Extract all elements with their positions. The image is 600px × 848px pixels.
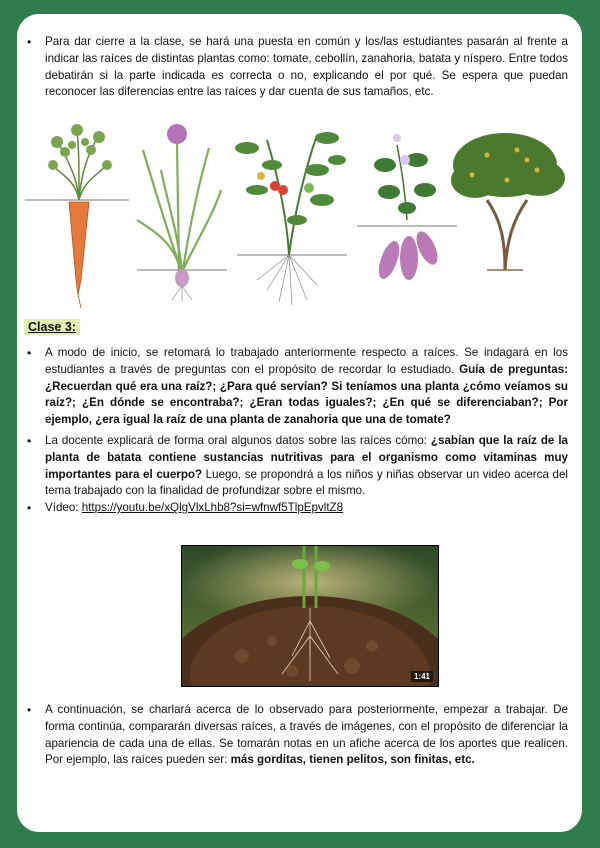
clase-3-list xyxy=(17,345,582,517)
chive-plant-illustration xyxy=(137,124,227,302)
bold-examples: más gorditas, tienen pelitos, son finitas, etc. xyxy=(230,753,475,767)
plant-illustrations xyxy=(17,120,582,308)
intro-list xyxy=(17,34,582,101)
document-page xyxy=(17,14,582,832)
item-text: La docente explicará de forma oral algunos datos sobre las raíces cómo: xyxy=(45,433,431,447)
carrot-plant-illustration xyxy=(25,124,129,308)
list-item xyxy=(17,500,568,517)
video-thumbnail[interactable] xyxy=(181,545,439,687)
list-item xyxy=(17,702,568,769)
video-frame-image xyxy=(182,546,438,686)
item-text: A continuación, se charlará acerca de lo observado para posteriormente, empezar a trabajar. De forma continúa, compararán diversas raíces, a través de imágenes, con el propósito de diferenciar la apariencia de cada una de ellas. Se tomarán notas en un afiche acerca de los aportes que realicen. Por ejemplo, las raíces pueden ser: xyxy=(45,703,568,767)
list-item xyxy=(17,433,568,500)
bold-question: ¿sabían que la raíz de la planta de batata contiene sustancias nutritivas para el organismo como vitaminas muy importantes para el cuerpo? xyxy=(45,433,569,481)
list-item xyxy=(17,345,568,429)
tomato-plant-illustration xyxy=(235,132,347,305)
video-link[interactable]: https://youtu.be/xQlgVlxLhb8?si=wfnwf5TlpEpvltZ8 xyxy=(81,501,344,515)
video-label: Vídeo: xyxy=(45,501,82,515)
questions-guide: Guía de preguntas: ¿Recuerdan qué era una raíz?; ¿Para qué servían? Si teníamos una planta ¿cómo veíamos su raíz?; ¿En dónde se encontraba?; ¿Eran todas iguales?; ¿En qué se diferenciaban?; Por ejemplo, ¿era igual la raíz de una planta de zanahoria que una de tomate? xyxy=(45,362,568,427)
item-text-after: Luego, se propondrá a los niños y niñas observar un video acerca del tema trabajado con la finalidad de profundizar sobre el mismo. xyxy=(45,467,568,498)
clase-3-heading: Clase 3: xyxy=(24,319,80,335)
intro-paragraph: • Para dar cierre a la clase, se hará una puesta en común y los/las estudiantes pasarán al frente a indicar las raíces de distintas plantas como: tomate, cebollín, zanahoria, batata y níspero. Entre todos debatirán si la parte indicada es correcta o no, explicando el por qué. Se espera que puedan reconocer las diferencias entre las raíces y dar cuenta de sus tamaños, etc. xyxy=(17,34,568,101)
item-text: A modo de inicio, se retomará lo trabajado anteriormente respecto a raíces. Se indagará en los estudiantes a través de preguntas con el propósito de recordar lo estudiado. xyxy=(45,346,568,376)
sweet-potato-plant-illustration xyxy=(357,134,457,282)
video-duration: 1:41 xyxy=(411,671,433,682)
closing-list xyxy=(17,702,582,769)
loquat-tree-illustration xyxy=(451,133,565,270)
